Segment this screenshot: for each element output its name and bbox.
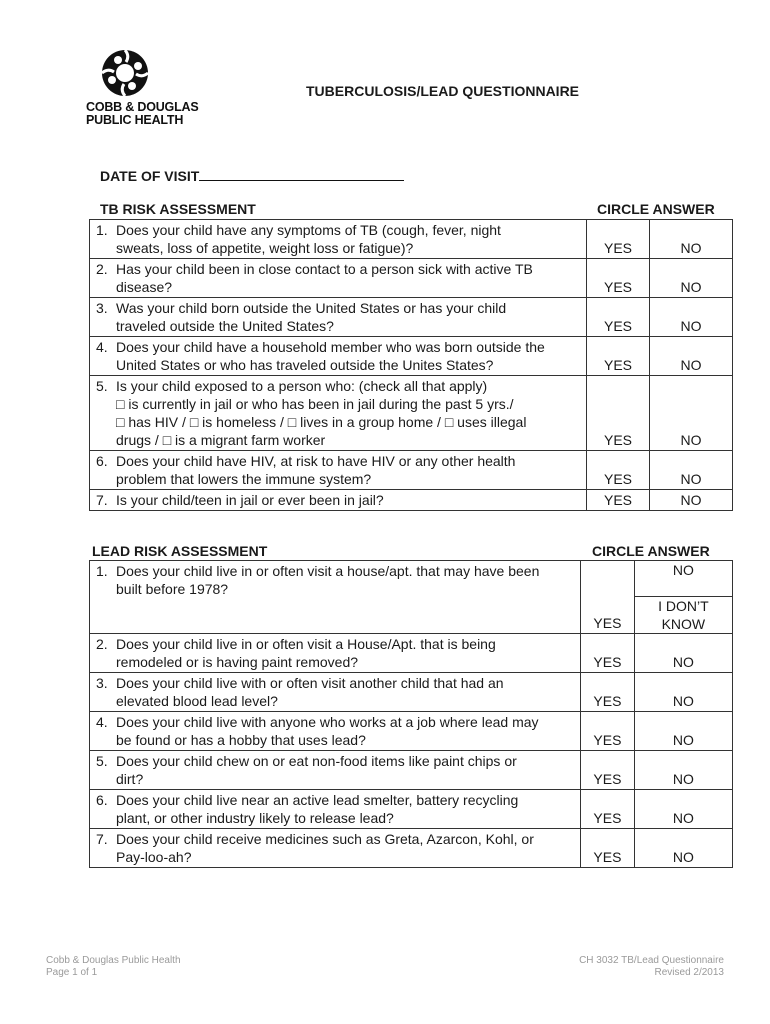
checkbox-option-line[interactable]: drugs / □ is a migrant farm worker (116, 432, 326, 448)
footer-form-id: CH 3032 TB/Lead Questionnaire (579, 955, 724, 966)
table-row (90, 376, 733, 451)
table-row (90, 561, 733, 634)
no-answer[interactable]: NO (634, 829, 732, 868)
tb-section-heading: TB RISK ASSESSMENT (100, 201, 256, 217)
table-row (90, 490, 733, 511)
table-row (90, 220, 733, 259)
footer-revised: Revised 2/2013 (654, 967, 724, 978)
footer-left (46, 955, 181, 979)
yes-answer[interactable]: YES (581, 829, 635, 868)
lead-circle-answer-label: CIRCLE ANSWER (592, 543, 710, 559)
lead-risk-table (89, 560, 733, 868)
no-answer[interactable]: NO (650, 490, 733, 511)
question-cell: 3. Was your child born outside the United States or has your child traveled outside the United States? (90, 298, 587, 337)
question-cell: 7. Is your child/teen in jail or ever been in jail? (90, 490, 587, 511)
document-title: TUBERCULOSIS/LEAD QUESTIONNAIRE (306, 83, 580, 99)
table-row (90, 451, 733, 490)
yes-answer[interactable]: YES (587, 376, 650, 451)
yes-answer[interactable]: YES (587, 490, 650, 511)
question-cell: 6. Does your child live near an active lead smelter, battery recycling plant, or other industry likely to release lead? (90, 790, 581, 829)
date-of-visit-blank[interactable] (199, 166, 404, 181)
tb-risk-table (89, 219, 733, 511)
yes-answer[interactable]: YES (581, 790, 635, 829)
dont-know-answer[interactable]: I DON’T KNOW (658, 598, 709, 632)
table-row (90, 298, 733, 337)
question-cell: 6. Does your child have HIV, at risk to have HIV or any other health problem that lowers the immune system? (90, 451, 587, 490)
no-answer[interactable]: NO (634, 790, 732, 829)
yes-answer[interactable]: YES (581, 561, 635, 634)
checkbox-option-line[interactable]: □ has HIV / □ is homeless / □ lives in a group home / □ uses illegal (116, 414, 527, 430)
question-cell: 5. Does your child chew on or eat non-food items like paint chips or dirt? (90, 751, 581, 790)
date-of-visit-label: DATE OF VISIT (100, 168, 200, 184)
yes-answer[interactable]: YES (587, 259, 650, 298)
table-row (90, 673, 733, 712)
no-answer[interactable]: NO (634, 712, 732, 751)
question-cell: 7. Does your child receive medicines such as Greta, Azarcon, Kohl, or Pay-loo-ah? (90, 829, 581, 868)
no-answer[interactable]: NO (650, 220, 733, 259)
tb-circle-answer-label: CIRCLE ANSWER (597, 201, 715, 217)
question-cell: 5. Is your child exposed to a person who: (check all that apply) □ is currently in jail or who has been in jail during the past 5 yrs./ □ has HIV / □ is homeless / □ lives in a group home / □ uses illegal drugs / □ is a migrant farm worker (90, 376, 587, 451)
yes-answer[interactable]: YES (587, 337, 650, 376)
question-cell: 1. Does your child have any symptoms of TB (cough, fever, night sweats, loss of appetite, weight loss or fatigue)? (90, 220, 587, 259)
checkbox-option-line[interactable]: □ is currently in jail or who has been in jail during the past 5 yrs./ (116, 396, 514, 412)
question-cell: 1. Does your child live in or often visit a house/apt. that may have been built before 1978? (90, 561, 581, 634)
no-answer[interactable]: NO (634, 673, 732, 712)
logo-line-2: PUBLIC HEALTH (86, 113, 184, 127)
yes-answer[interactable]: YES (581, 673, 635, 712)
no-answer[interactable]: NO (650, 298, 733, 337)
no-answer[interactable]: NO (650, 376, 733, 451)
date-of-visit-field (100, 166, 404, 184)
table-row (90, 829, 733, 868)
yes-answer[interactable]: YES (587, 298, 650, 337)
yes-answer[interactable]: YES (581, 712, 635, 751)
no-answer[interactable]: NO (650, 337, 733, 376)
yes-answer[interactable]: YES (587, 220, 650, 259)
yes-answer[interactable]: YES (581, 634, 635, 673)
no-answer[interactable]: NO (634, 634, 732, 673)
footer-right (579, 955, 724, 979)
four-figures-circle-logo-icon (100, 48, 150, 98)
no-answer[interactable]: NO (650, 451, 733, 490)
table-row (90, 337, 733, 376)
no-answer[interactable]: NO (650, 259, 733, 298)
logo-line-1: COBB & DOUGLAS (86, 100, 199, 114)
footer-page: Page 1 of 1 (46, 967, 98, 978)
yes-answer[interactable]: YES (581, 751, 635, 790)
table-row (90, 712, 733, 751)
question-cell: 4. Does your child live with anyone who works at a job where lead may be found or has a hobby that uses lead? (90, 712, 581, 751)
table-row (90, 790, 733, 829)
question-cell: 2. Has your child been in close contact to a person sick with active TB disease? (90, 259, 587, 298)
no-answer[interactable]: NO (635, 561, 732, 597)
yes-answer[interactable]: YES (587, 451, 650, 490)
no-and-dont-know-cell (634, 561, 732, 634)
question-cell: 3. Does your child live with or often visit another child that had an elevated blood lead level? (90, 673, 581, 712)
footer-org: Cobb & Douglas Public Health (46, 955, 181, 966)
lead-section-heading: LEAD RISK ASSESSMENT (92, 543, 268, 559)
question-cell: 4. Does your child have a household member who was born outside the United States or who has traveled outside the Unites States? (90, 337, 587, 376)
organization-logo (86, 48, 199, 127)
table-row (90, 634, 733, 673)
table-row (90, 259, 733, 298)
question-cell: 2. Does your child live in or often visit a House/Apt. that is being remodeled or is having paint removed? (90, 634, 581, 673)
no-answer[interactable]: NO (634, 751, 732, 790)
table-row (90, 751, 733, 790)
